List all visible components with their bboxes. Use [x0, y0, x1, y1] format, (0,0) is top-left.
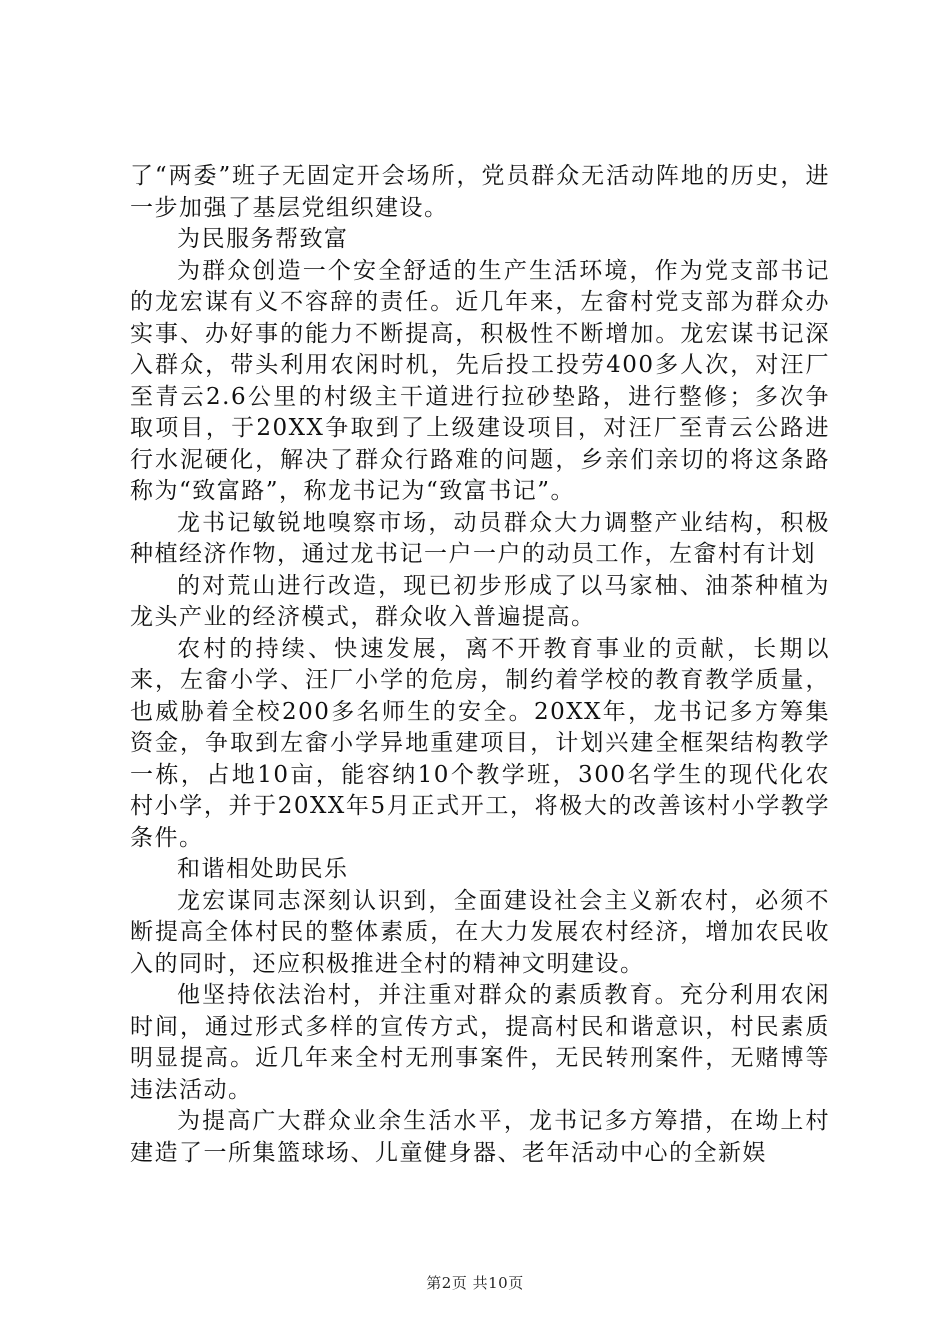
paragraph-3: 为群众创造一个安全舒适的生产生活环境，作为党支部书记的龙宏谋有义不容辞的责任。近几年来，左畲村党支部为群众办实事、办好事的能力不断提高，积极性不断增加。龙宏谋书记深入群众，带头利用农闲时机，先后投工投劳400多人次，对汪厂至青云2.6公里的村级主干道进行拉砂垫路，进行整修；多次争取项目，于20XX争取到了上级建设项目，对汪厂至青云公路进行水泥硬化，解决了群众行路难的问题，乡亲们亲切的将这条路称为“致富路”，称龙书记为“致富书记”。 — [130, 257, 830, 504]
paragraph-9: 他坚持依法治村，并注重对群众的素质教育。充分利用农闲时间，通过形式多样的宣传方式，提高村民和谐意识，村民素质明显提高。近几年来全村无刑事案件，无民转刑案件，无赌博等违法活动。 — [130, 982, 830, 1103]
paragraph-8: 龙宏谋同志深刻认识到，全面建设社会主义新农村，必须不断提高全体村民的整体素质，在大力发展农村经济，增加农民收入的同时，还应积极推进全村的精神文明建设。 — [130, 887, 830, 977]
paragraph-5: 的对荒山进行改造，现已初步形成了以马家柚、油茶种植为龙头产业的经济模式，群众收入普遍提高。 — [130, 572, 830, 630]
paragraph-10: 为提高广大群众业余生活水平，龙书记多方筹措，在坳上村建造了一所集篮球场、儿童健身器、老年活动中心的全新娱 — [130, 1108, 830, 1166]
section-heading-harmony: 和谐相处助民乐 — [177, 856, 349, 882]
section-heading-serve-people: 为民服务帮致富 — [177, 226, 349, 252]
paragraph-6: 农村的持续、快速发展，离不开教育事业的贡献，长期以来，左畲小学、汪厂小学的危房，制约着学校的教育教学质量，也威胁着全校200多名师生的安全。20XX年，龙书记多方筹集资金，争取到左畲小学异地重建项目，计划兴建全框架结构教学一栋，占地10亩，能容纳10个教学班，300名学生的现代化农村小学，并于20XX年5月正式开工，将极大的改善该村小学教学条件。 — [130, 635, 830, 851]
paragraph-4: 龙书记敏锐地嗅察市场，动员群众大力调整产业结构，积极种植经济作物，通过龙书记一户一户的动员工作，左畲村有计划 — [130, 509, 830, 567]
paragraph-1: 了“两委”班子无固定开会场所，党员群众无活动阵地的历史，进一步加强了基层党组织建设。 — [130, 163, 830, 221]
page-number-footer: 第2页 共10页 — [426, 1274, 524, 1292]
document-body — [130, 161, 830, 1169]
